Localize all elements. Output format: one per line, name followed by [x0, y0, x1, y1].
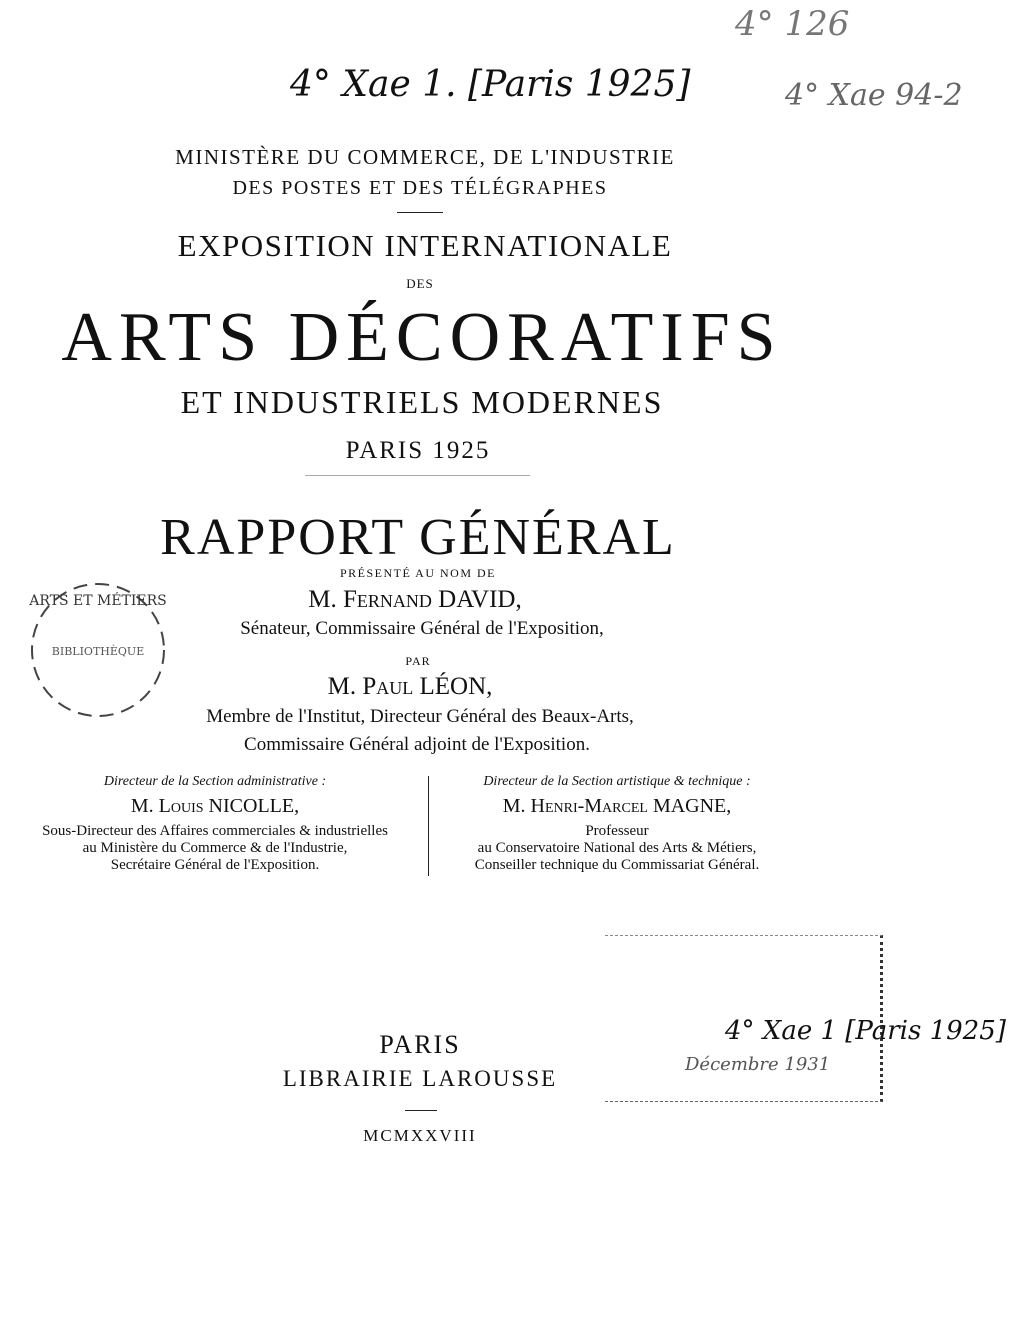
- main-title: ARTS DÉCORATIFS: [61, 299, 783, 376]
- ministry-line-1: MINISTÈRE DU COMMERCE, DE L'INDUSTRIE: [175, 145, 675, 169]
- presented-label: PRÉSENTÉ AU NOM DE: [339, 566, 497, 580]
- par-label: PAR: [405, 654, 431, 668]
- right-column-heading: Directeur de la Section artistique & technique :: [483, 774, 751, 789]
- left-column-name: M. Louis NICOLLE,: [130, 795, 300, 817]
- column-divider: [428, 776, 429, 876]
- right-column-line: Conseiller technique du Commissariat Général.: [474, 857, 760, 873]
- subtitle: ET INDUSTRIELS MODERNES: [180, 384, 664, 420]
- left-column-line: au Ministère du Commerce & de l'Industrie,: [82, 840, 348, 856]
- handwritten-shelfmark-top-right: 4° 126: [735, 4, 850, 44]
- underline: [305, 475, 530, 476]
- author2-role-1: Membre de l'Institut, Directeur Général des Beaux-Arts,: [206, 706, 634, 727]
- report-title: RAPPORT GÉNÉRAL: [160, 509, 676, 566]
- stamp-date: Décembre 1931: [685, 1054, 831, 1075]
- author2-name: M. Paul LÉON,: [327, 673, 493, 700]
- publisher-name: LIBRAIRIE LAROUSSE: [282, 1066, 558, 1091]
- author2-role-2: Commissaire Général adjoint de l'Exposition.: [244, 734, 590, 755]
- exposition-title: EXPOSITION INTERNATIONALE: [177, 228, 673, 263]
- left-column-heading: Directeur de la Section administrative :: [103, 774, 327, 789]
- publication-year: MCMXXVIII: [363, 1126, 477, 1145]
- handwritten-shelfmark: 4° Xae 1. [Paris 1925]: [290, 64, 691, 105]
- divider: [397, 212, 443, 213]
- right-column-name: M. Henri-Marcel MAGNE,: [502, 795, 732, 817]
- handwritten-shelfmark-right: 4° Xae 94-2: [785, 78, 963, 113]
- author1-name: M. Fernand DAVID,: [308, 586, 522, 613]
- place-year: PARIS 1925: [345, 437, 491, 464]
- ministry-line-2: DES POSTES ET DES TÉLÉGRAPHES: [232, 177, 608, 199]
- svg-text:BIBLIOTHÈQUE: BIBLIOTHÈQUE: [51, 645, 145, 658]
- publisher-city: PARIS: [379, 1030, 461, 1059]
- stamp-shelfmark: 4° Xae 1 [Paris 1925]: [725, 1016, 1006, 1046]
- right-column-line: Professeur: [585, 823, 649, 839]
- divider: [405, 1110, 437, 1111]
- library-stamp-icon: [18, 575, 178, 725]
- des-label: DES: [406, 276, 434, 291]
- author1-role: Sénateur, Commissaire Général de l'Exposition,: [240, 618, 604, 639]
- right-column-line: au Conservatoire National des Arts & Métiers,: [477, 840, 757, 856]
- svg-text:ARTS ET MÉTIERS: ARTS ET MÉTIERS: [29, 593, 167, 609]
- left-column-line: Sous-Directeur des Affaires commerciales & industrielles: [42, 823, 388, 839]
- left-column-line: Secrétaire Général de l'Exposition.: [110, 857, 320, 873]
- acquisition-stamp: [605, 935, 1006, 1102]
